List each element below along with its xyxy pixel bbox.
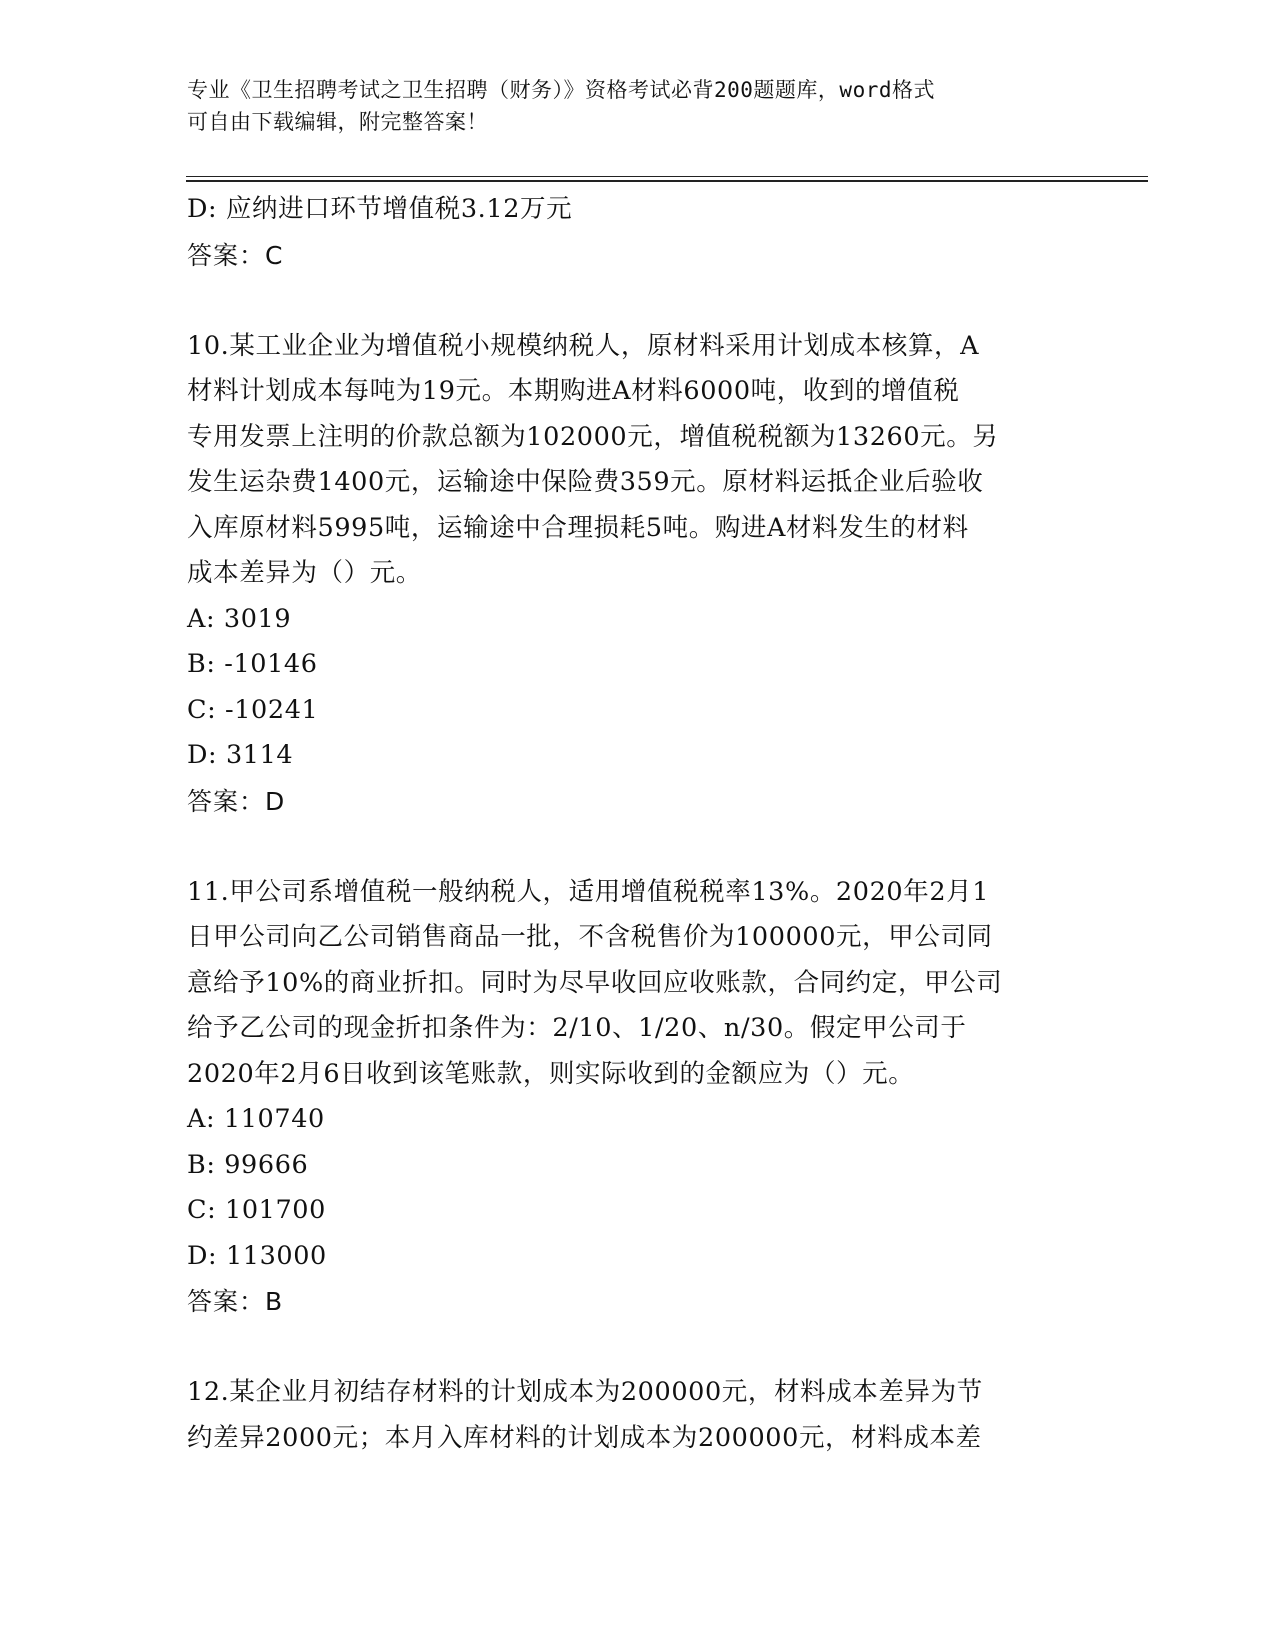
option-c: C: -10241 — [187, 694, 319, 725]
option-d: D: 3114 — [187, 740, 294, 770]
answer: 答案：B — [187, 1287, 284, 1316]
document-body — [187, 187, 1087, 1461]
spacer — [187, 824, 1087, 870]
option-b: B: 99666 — [187, 1149, 309, 1180]
question-text-line: 12.某企业月初结存材料的计划成本为200000元，材料成本差异为节 — [187, 1377, 983, 1407]
option-a: A: 110740 — [187, 1104, 325, 1134]
question-text-line: 入库原材料5995吨，运输途中合理损耗5吨。购进A材料发生的材料 — [187, 512, 969, 543]
option-b: B: -10146 — [187, 649, 318, 679]
question-text-line: 意给予10%的商业折扣。同时为尽早收回应收账款，合同约定，甲公司 — [187, 967, 1003, 998]
question-12-text — [187, 1370, 1087, 1461]
question-text-line: 日甲公司向乙公司销售商品一批，不含税售价为100000元，甲公司同 — [187, 922, 993, 952]
question-12 — [187, 1370, 1087, 1461]
question-11-text — [187, 870, 1087, 1098]
answer: 答案：D — [187, 786, 286, 816]
document-header — [187, 74, 1067, 138]
question-text-line: 约差异2000元；本月入库材料的计划成本为200000元，材料成本差 — [187, 1422, 982, 1453]
question-text-line: 10.某工业企业为增值税小规模纳税人，原材料采用计划成本核算，A — [187, 330, 980, 361]
option-c: C: 101700 — [187, 1195, 326, 1225]
question-text-line: 专用发票上注明的价款总额为102000元，增值税税额为13260元。另 — [187, 421, 999, 452]
option-a: A: 3019 — [187, 603, 292, 634]
question-10-text — [187, 324, 1087, 597]
spacer — [187, 278, 1087, 324]
prev-option-d: D: 应纳进口环节增值税3.12万元 — [187, 194, 573, 224]
question-10 — [187, 324, 1087, 825]
question-text-line: 11.甲公司系增值税一般纳税人，适用增值税税率13%。2020年2月1 — [187, 876, 990, 907]
question-11 — [187, 870, 1087, 1325]
prev-answer: 答案：C — [187, 240, 284, 270]
question-text-line: 给予乙公司的现金折扣条件为：2/10、1/20、n/30。假定甲公司于 — [187, 1013, 967, 1043]
question-text-line: 发生运杂费1400元，运输途中保险费359元。原材料运抵企业后验收 — [187, 467, 984, 497]
header-divider — [186, 176, 1148, 182]
header-title-line-1: 专业《卫生招聘考试之卫生招聘（财务）》资格考试必背200题题库，word格式 — [187, 78, 935, 102]
spacer — [187, 1325, 1087, 1371]
header-title-line-2: 可自由下载编辑，附完整答案！ — [187, 110, 488, 134]
question-text-line: 2020年2月6日收到该笔账款，则实际收到的金额应为（）元。 — [187, 1058, 915, 1089]
option-d: D: 113000 — [187, 1240, 327, 1271]
question-text-line: 材料计划成本每吨为19元。本期购进A材料6000吨，收到的增值税 — [187, 376, 960, 406]
question-text-line: 成本差异为（）元。 — [187, 558, 422, 588]
